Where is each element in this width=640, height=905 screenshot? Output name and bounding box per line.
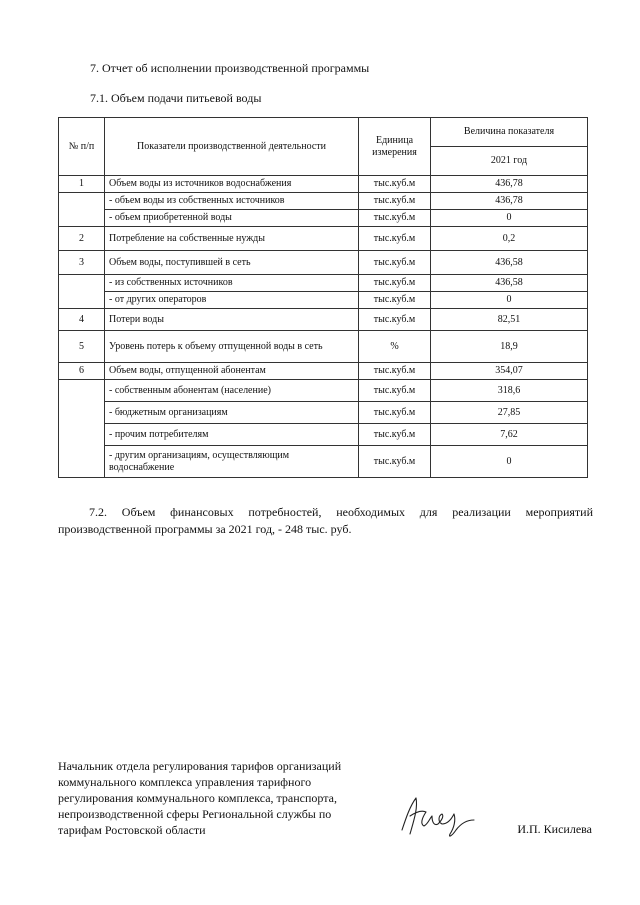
table-row: [59, 176, 588, 193]
row-unit: тыс.куб.м: [359, 309, 431, 331]
row-name: Потери воды: [105, 309, 359, 331]
header-value-group: Величина показателя: [431, 118, 588, 147]
table-row: [59, 331, 588, 363]
row-num: 5: [59, 331, 105, 363]
row-name: Объем воды из источников водоснабжения: [105, 176, 359, 193]
row-unit: тыс.куб.м: [359, 424, 431, 446]
table-row: [59, 193, 588, 210]
row-unit: тыс.куб.м: [359, 210, 431, 227]
row-unit: %: [359, 331, 431, 363]
row-name: - из собственных источников: [105, 275, 359, 292]
signatory-line: регулирования коммунального комплекса, транспорта,: [58, 791, 337, 805]
row-num: [59, 275, 105, 309]
table-row: [59, 424, 588, 446]
row-num: 1: [59, 176, 105, 193]
header-unit: Единица измерения: [359, 118, 431, 176]
row-value: 7,62: [431, 424, 588, 446]
row-unit: тыс.куб.м: [359, 363, 431, 380]
table-row: [59, 251, 588, 275]
row-name: - объем воды из собственных источников: [105, 193, 359, 210]
table-row: [59, 402, 588, 424]
row-name: - собственным абонентам (население): [105, 380, 359, 402]
row-value: 27,85: [431, 402, 588, 424]
signatory-line: коммунального комплекса управления тарифного: [58, 775, 312, 789]
row-name: - объем приобретенной воды: [105, 210, 359, 227]
row-value: 354,07: [431, 363, 588, 380]
row-unit: тыс.куб.м: [359, 193, 431, 210]
row-value: 0: [431, 446, 588, 478]
table-row: [59, 363, 588, 380]
row-unit: тыс.куб.м: [359, 402, 431, 424]
row-num: 4: [59, 309, 105, 331]
row-num: 3: [59, 251, 105, 275]
row-num: 2: [59, 227, 105, 251]
row-value: 318,6: [431, 380, 588, 402]
row-num: [59, 193, 105, 227]
row-name: - другим организациям, осуществляющим водоснабжение: [105, 446, 359, 478]
row-unit: тыс.куб.м: [359, 292, 431, 309]
row-value: 0,2: [431, 227, 588, 251]
row-value: 82,51: [431, 309, 588, 331]
water-supply-table: [58, 117, 588, 478]
table-row: [59, 275, 588, 292]
signatory-name: И.П. Кисилева: [517, 822, 592, 836]
row-num: 6: [59, 363, 105, 380]
signatory-line: непроизводственной сферы Региональной службы по: [58, 807, 332, 821]
row-unit: тыс.куб.м: [359, 227, 431, 251]
row-name: Объем воды, поступившей в сеть: [105, 251, 359, 275]
row-name: - прочим потребителям: [105, 424, 359, 446]
table-row: [59, 227, 588, 251]
row-unit: тыс.куб.м: [359, 251, 431, 275]
financial-needs-paragraph: 7.2. Объем финансовых потребностей, необходимых для реализации мероприятий производственной программы за 2021 год, - 248 тыс. руб.: [58, 505, 593, 536]
handwritten-signature: [396, 790, 476, 842]
row-name: Уровень потерь к объему отпущенной воды в сеть: [105, 331, 359, 363]
signatory-position: [58, 758, 388, 838]
header-num: № п/п: [59, 118, 105, 176]
row-value: 0: [431, 210, 588, 227]
row-name: Потребление на собственные нужды: [105, 227, 359, 251]
subsection-title: 7.1. Объем подачи питьевой воды: [90, 91, 262, 105]
signatory-line: Начальник отдела регулирования тарифов организаций: [58, 759, 342, 773]
table-row: [59, 446, 588, 478]
row-name: - от других операторов: [105, 292, 359, 309]
table-row: [59, 210, 588, 227]
row-num: [59, 380, 105, 478]
row-unit: тыс.куб.м: [359, 176, 431, 193]
table-row: [59, 309, 588, 331]
table-row: [59, 380, 588, 402]
row-value: 436,58: [431, 275, 588, 292]
signatory-line: тарифам Ростовской области: [58, 823, 206, 837]
section-title: 7. Отчет об исполнении производственной программы: [90, 61, 370, 75]
row-unit: тыс.куб.м: [359, 380, 431, 402]
row-unit: тыс.куб.м: [359, 275, 431, 292]
row-value: 436,78: [431, 193, 588, 210]
row-value: 18,9: [431, 331, 588, 363]
row-value: 0: [431, 292, 588, 309]
row-unit: тыс.куб.м: [359, 446, 431, 478]
table-row: [59, 292, 588, 309]
header-indicator: Показатели производственной деятельности: [105, 118, 359, 176]
row-name: Объем воды, отпущенной абонентам: [105, 363, 359, 380]
row-value: 436,78: [431, 176, 588, 193]
row-value: 436,58: [431, 251, 588, 275]
header-year: 2021 год: [431, 147, 588, 176]
row-name: - бюджетным организациям: [105, 402, 359, 424]
